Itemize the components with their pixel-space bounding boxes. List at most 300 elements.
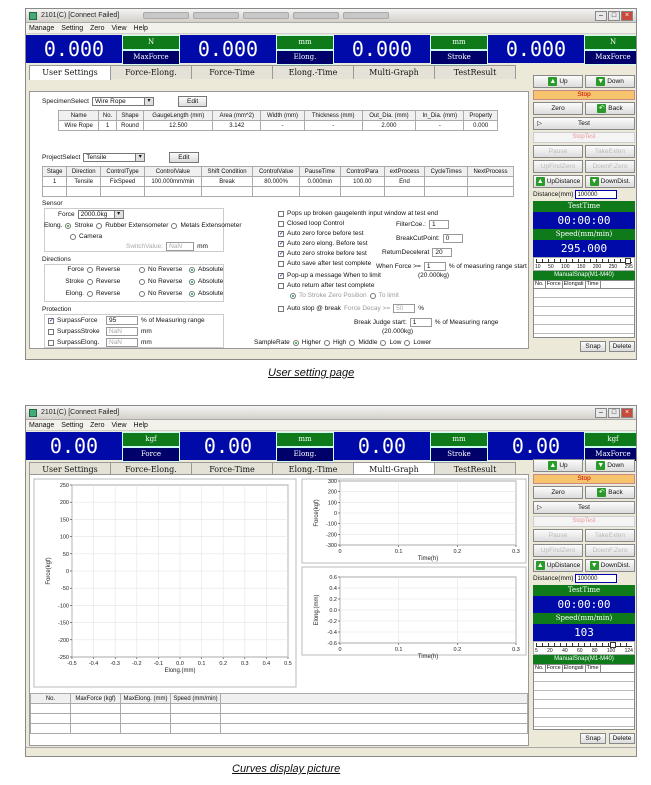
filter-coe-input[interactable]: 1 [429,220,449,229]
col-width: Width (mm) [261,111,305,121]
radio-label: To limit [378,292,399,299]
specimen-select-label: SpecimenSelect [42,98,89,105]
manual-snap-label: ManualSnap(M1-M40) [533,271,635,280]
down-dist-button[interactable] [585,559,635,572]
distance-label: Distance(mm) [533,575,574,582]
title-bar [26,406,636,420]
tab-multi-graph[interactable]: Multi-Graph [353,65,435,79]
pause-button[interactable]: Pause [533,145,583,158]
test-button[interactable] [533,117,635,130]
menu-bar [26,420,636,431]
tab-user-settings[interactable]: User Settings [29,462,111,476]
cell: Wire Rope [59,121,99,131]
checkbox-label: Auto zero force before test [287,230,364,237]
y-tick-label: 0.4 [329,586,337,592]
cell: Round [116,121,143,131]
y-tick-label: -0.4 [327,630,337,636]
col-shift-condition: Shift Condition [201,167,253,177]
tab-test-result[interactable]: TestResult [434,65,516,79]
switch-unit: mm [197,243,208,250]
direction-label: Elong. [65,290,84,297]
radio-middle[interactable] [349,340,355,346]
col-area: Area (mm^2) [213,111,261,121]
y-tick-label: -250 [57,655,69,661]
menu-manage[interactable]: Manage [29,24,55,32]
radio-force-reverse[interactable] [87,267,93,273]
readout-value: 0.000 [334,35,430,63]
surpass-elong-input[interactable]: NaN [106,338,138,347]
radio-label: Stroke [74,222,94,229]
radio-to-stroke-zero[interactable] [290,293,296,299]
up-distance-button[interactable] [533,175,583,188]
readout-label: Force [122,447,180,462]
surpass-stroke-checkbox[interactable] [48,329,54,335]
play-icon: ▷ [537,120,542,127]
table-row[interactable] [43,177,514,187]
test-time-display: 00:00:00 [533,596,635,613]
down-button[interactable] [585,75,635,88]
table-header-row [31,694,528,704]
radio-force-absolute[interactable] [189,267,195,273]
readout-value: 0.000 [26,35,122,63]
x-axis-label: Time(h) [417,654,439,660]
readout-label: MaxForce [122,50,180,65]
x-axis-label: Elong.(mm) [164,668,196,674]
closed-loop-checkbox[interactable] [278,221,284,227]
arrow-up-icon: ▲ [536,562,544,569]
radio-label: Rubber Extensometer [105,222,169,229]
up-find-zero-button[interactable]: UpFindZero [533,544,583,557]
col-pause-time: PauseTime [299,167,340,177]
readout-label: MaxForce [584,50,637,65]
test-time-display: 00:00:00 [533,212,635,229]
checkbox-label: SurpassForce [57,317,98,324]
radio-label: High [332,339,347,346]
y-tick-label: 300 [327,479,337,485]
x-tick-label: 0.5 [284,661,292,667]
break-cut-input[interactable]: 0 [443,234,463,243]
y-tick-label: 200 [59,500,69,507]
result-table [30,693,528,734]
col-cycle-times: CycleTimes [425,167,468,177]
radio-elong-no-reverse[interactable] [139,291,145,297]
unit-label: % of Measuring range [141,317,205,324]
radio-label: Absolute [198,290,224,297]
tab-user-settings[interactable]: User Settings [29,65,111,80]
surpass-force-input[interactable]: 95 [106,316,138,325]
table-header-row [59,111,498,121]
popup-gaugelength-checkbox[interactable] [278,211,284,217]
stop-test-button[interactable]: StopTest [533,516,635,527]
tab-elong-time[interactable]: Elong.-Time [272,65,354,79]
cell: 1 [43,177,67,187]
auto-save-checkbox[interactable] [278,261,284,267]
y-tick-label: 0.2 [329,597,337,603]
readout-label: Stroke [430,50,488,65]
cell: 100.000mm/min [145,177,202,187]
x-tick-label: 0.1 [197,661,206,667]
speed-slider[interactable] [533,257,635,271]
tab-multi-graph[interactable]: Multi-Graph [353,462,435,477]
minimize-icon[interactable]: – [595,11,607,21]
tab-force-elong[interactable]: Force-Elong. [110,65,192,79]
radio-lower[interactable] [404,340,410,346]
delete-button[interactable]: Delete [609,341,635,352]
break-judge-label: Break Judge start: [354,319,407,326]
back-button[interactable] [585,102,635,115]
radio-stroke-no-reverse[interactable] [139,279,145,285]
title-bar [26,9,636,23]
cell: Tensile [67,177,101,187]
y-tick-label: 50 [62,551,69,558]
break-judge-sub: (20.000kg) [382,328,414,335]
force-sensor-select[interactable]: 2000.0kg ▾ [78,210,124,219]
maximize-icon[interactable]: □ [608,408,620,418]
return-decel-input[interactable]: 20 [432,248,452,257]
readout-label: Elong. [276,50,334,65]
scale-label: 100 [561,264,570,270]
y-tick-label: 100 [59,534,69,541]
menu-manage[interactable]: Manage [29,421,55,429]
popup-limit-checkbox[interactable] [278,273,284,279]
elong-label: Elong. [44,222,63,229]
button-label: Up [559,462,568,469]
col-no: No. [535,281,544,287]
radio-stroke[interactable] [65,223,71,229]
radio-label: Absolute [198,278,224,285]
readout-unit: N [122,35,180,50]
unit-label: mm [141,328,152,335]
take-exten-button[interactable]: TakeExten [585,529,635,542]
radio-stroke-reverse[interactable] [87,279,93,285]
col-ext-process: extProcess [384,167,425,177]
col-elongation: Elongati [563,281,584,287]
y-axis-label: Force(kgf) [314,499,320,527]
arrow-down-icon: ▼ [597,78,605,85]
zero-button[interactable]: Zero [533,486,583,499]
button-label: Down [607,462,624,469]
menu-help[interactable]: Help [133,421,148,429]
test-button[interactable] [533,501,635,514]
switch-value-label: SwitchValue: [126,243,164,250]
x-axis-label: Time(h) [417,556,439,562]
radio-higher[interactable] [293,340,299,346]
break-judge-input[interactable]: 1 [410,318,432,327]
button-label: UpDistance [546,178,581,185]
cell: 0.000min [299,177,340,187]
auto-zero-elong-checkbox[interactable] [278,241,284,247]
x-tick-label: 0.3 [512,549,520,555]
radio-camera[interactable] [70,234,76,240]
readout-label: MaxForce [584,447,637,462]
speed-display: 103 [533,624,635,641]
col-name: Name [59,111,99,121]
readout-label: Elong. [276,447,334,462]
radio-label: Reverse [96,266,121,273]
arrow-down-icon: ▼ [590,562,598,569]
directions-title: Directions [42,256,71,263]
play-icon: ▷ [537,504,542,511]
back-button[interactable] [585,486,635,499]
stop-test-button[interactable]: StopTest [533,132,635,143]
maximize-icon[interactable]: □ [608,11,620,21]
cell [467,177,513,187]
speed-slider[interactable] [533,641,635,655]
checkbox-label: Pops up broken gaugelenth input window at test end [287,210,439,217]
zero-button[interactable]: Zero [533,102,583,115]
col-in-dia: In_Dia. (mm) [416,111,464,121]
checkbox-label: Pop-up a message When to limit [287,272,381,279]
y-tick-label: 150 [59,517,69,524]
auto-return-checkbox[interactable] [278,283,284,289]
table-row [43,187,514,197]
col-speed: Speed (mm/min) [171,694,221,704]
arrow-down-icon: ▼ [590,178,598,185]
pause-button[interactable]: Pause [533,529,583,542]
project-select[interactable]: Tensile ▾ [83,153,145,162]
delete-button[interactable]: Delete [609,733,635,744]
radio-rubber-extensometer[interactable] [96,223,102,229]
distance-input[interactable]: 100000 [575,574,617,583]
checkbox-label: Auto stop @ break [287,305,341,312]
table-row[interactable] [59,121,498,131]
specimen-select[interactable]: Wire Rope ▾ [92,97,154,106]
y-tick-label: -200 [325,532,337,539]
x-tick-label: -0.3 [110,661,120,667]
radio-to-limit[interactable] [370,293,376,299]
col-control-value-2: ControlValue [253,167,299,177]
col-control-type: ControlType [101,167,145,177]
cell [425,177,468,187]
col-control-para: ControlPara [341,167,385,177]
down-dist-button[interactable] [585,175,635,188]
readout-value: 0.00 [26,432,122,460]
speed-label: Speed(mm/min) [533,229,635,240]
col-max-force: MaxForce (kgf) [71,694,121,704]
force-decay-label: Force Decay >= [343,305,391,312]
x-tick-label: -0.4 [88,661,99,667]
tab-test-result[interactable]: TestResult [434,462,516,476]
checkbox-label: SurpassElong. [57,339,100,346]
close-icon[interactable]: × [621,11,633,21]
y-tick-label: -200 [57,637,69,644]
scale-label: 250 [608,264,618,270]
readout-unit: N [584,35,637,50]
distance-input[interactable]: 100000 [575,190,617,199]
y-axis-label: Force(kgf) [46,557,52,585]
radio-metals-extensometer[interactable] [171,223,177,229]
x-tick-label: 0.3 [512,647,520,653]
direction-label: Force [67,266,84,273]
take-exten-button[interactable]: TakeExten [585,145,635,158]
cell: - [261,121,305,131]
col-stage: Stage [43,167,67,177]
auto-zero-force-checkbox[interactable] [278,231,284,237]
x-tick-label: 0.3 [240,661,249,667]
down-find-zero-button[interactable]: DownF.Zero [585,160,635,173]
radio-force-no-reverse[interactable] [139,267,145,273]
checkbox-label: Closed loop Control [287,220,345,227]
radio-low[interactable] [380,340,386,346]
readout-unit: mm [276,35,334,50]
surpass-elong-checkbox[interactable] [48,340,54,346]
col-shape: Shape [116,111,143,121]
cell: - [304,121,362,131]
button-label: UpDistance [546,562,581,569]
radio-elong-reverse[interactable] [87,291,93,297]
snap-table [533,664,635,730]
tab-force-time[interactable]: Force-Time [191,462,273,476]
scale-label: 60 [577,648,583,654]
speed-label: Speed(mm/min) [533,613,635,624]
readout-label: Stroke [430,447,488,462]
checkbox-label: Auto zero stroke before test [287,250,367,257]
radio-stroke-absolute[interactable] [189,279,195,285]
specimen-edit-button[interactable]: Edit [178,96,207,107]
x-tick-label: 0 [338,549,342,555]
arrow-up-icon: ▲ [549,462,557,469]
tab-force-elong[interactable]: Force-Elong. [110,462,192,476]
y-tick-label: -100 [57,603,69,610]
user-settings-panel [29,91,529,349]
y-tick-label: 0 [65,569,69,575]
radio-label: Reverse [96,290,121,297]
when-force-label: When Force >= [376,263,421,270]
cell: 80.000% [253,177,299,187]
y-tick-label: -100 [325,521,337,528]
snap-table [533,280,635,338]
checkbox-label: Auto zero elong. Before test [287,240,368,247]
readout-unit: mm [430,35,488,50]
col-no: No. [99,111,116,121]
menu-zero[interactable]: Zero [90,24,105,32]
table-row [31,704,528,714]
scale-label: 5 [535,648,538,654]
direction-label: Stroke [65,278,84,285]
checkbox-label: Auto return after test complete [287,282,375,289]
snap-button[interactable]: Snap [580,341,606,352]
manual-snap-label: ManualSnap(M1-M40) [533,655,635,664]
menu-setting[interactable]: Setting [61,421,84,429]
filter-coe-label: FilterCoe.: [396,221,426,228]
y-tick-label: -0.6 [327,641,337,647]
y-tick-label: 0 [333,511,337,517]
screenshot-multi-graph [25,405,637,757]
table-row [31,714,528,724]
force-decay-input[interactable]: 50 [393,304,415,313]
radio-high[interactable] [324,340,330,346]
project-edit-button[interactable]: Edit [169,152,198,163]
snap-button[interactable]: Snap [580,733,606,744]
stop-button[interactable]: Stop [533,90,635,100]
menu-help[interactable]: Help [133,24,148,32]
minimize-icon[interactable]: – [595,408,607,418]
up-find-zero-button[interactable]: UpFindZero [533,160,583,173]
cell: 3.142 [213,121,261,131]
up-distance-button[interactable] [533,559,583,572]
auto-zero-stroke-checkbox[interactable] [278,251,284,257]
button-label: Up [559,78,568,85]
y-tick-label: -300 [325,543,337,549]
readout-value: 0.000 [488,35,584,63]
tab-elong-time[interactable]: Elong.-Time [272,462,354,476]
y-tick-label: -0.2 [327,619,337,625]
surpass-force-checkbox[interactable] [48,318,54,324]
cell: - [416,121,464,131]
switch-value-input[interactable]: NaN [166,242,194,251]
col-elongation: Elongati [563,665,584,671]
return-decel-label: ReturnDecelerat [382,249,430,256]
col-force: Force [546,665,561,671]
radio-label: No Reverse [148,278,183,285]
control-panel [533,459,635,744]
y-tick-label: 100 [327,500,337,507]
table-header-row [43,167,514,177]
menu-setting[interactable]: Setting [61,24,84,32]
sensor-title: Sensor [42,200,63,207]
scale-label: 295 [624,264,633,270]
x-tick-label: 0.2 [453,647,462,653]
back-arrow-icon: ↶ [598,489,605,496]
sample-rate-label: SampleRate [254,339,290,346]
x-tick-label: -0.5 [67,661,77,667]
status-bar [26,747,636,756]
stop-button[interactable]: Stop [533,474,635,484]
readout-value: 0.00 [334,432,430,460]
checkbox-label: Auto save after test complete [287,260,372,267]
break-judge-unit: % of Measuring range [434,319,499,326]
when-force-unit: % of measuring range start [448,263,527,270]
readout-unit: kgf [122,432,180,447]
scale-label: 20 [547,648,553,654]
col-no: No. [31,694,71,704]
back-arrow-icon: ↶ [598,105,605,112]
radio-elong-absolute[interactable] [189,291,195,297]
x-tick-label: -0.2 [132,661,142,667]
col-max-elong: MaxElong. (mm) [121,694,171,704]
close-icon[interactable]: × [621,408,633,418]
menu-zero[interactable]: Zero [90,421,105,429]
down-find-zero-button[interactable]: DownF.Zero [585,544,635,557]
col-thickness: Thickness (mm) [304,111,362,121]
radio-label: Low [389,339,402,346]
surpass-stroke-input[interactable]: NaN [106,327,138,336]
y-tick-label: -50 [61,586,69,593]
up-button[interactable] [533,459,583,472]
auto-stop-break-checkbox[interactable] [278,306,284,312]
menu-view[interactable]: View [111,24,127,32]
test-time-label: TestTime [533,585,635,596]
force-decay-unit: % [418,305,424,312]
down-button[interactable] [585,459,635,472]
col-no: No. [535,665,544,671]
scale-label: 50 [548,264,554,270]
menu-view[interactable]: View [111,421,127,429]
up-button[interactable] [533,75,583,88]
cell: 0.000 [464,121,498,131]
scale-label: 150 [577,264,586,270]
readout-unit: mm [276,432,334,447]
readouts [26,34,636,64]
col-control-value: ControlValue [145,167,202,177]
tab-force-time[interactable]: Force-Time [191,65,273,79]
button-label: Test [578,120,590,127]
button-label: Back [608,489,623,496]
caption-user-settings: User setting page [268,367,355,379]
screenshot-user-settings [25,8,637,360]
when-force-input[interactable]: 1 [424,262,446,271]
radio-label: Higher [301,339,321,346]
